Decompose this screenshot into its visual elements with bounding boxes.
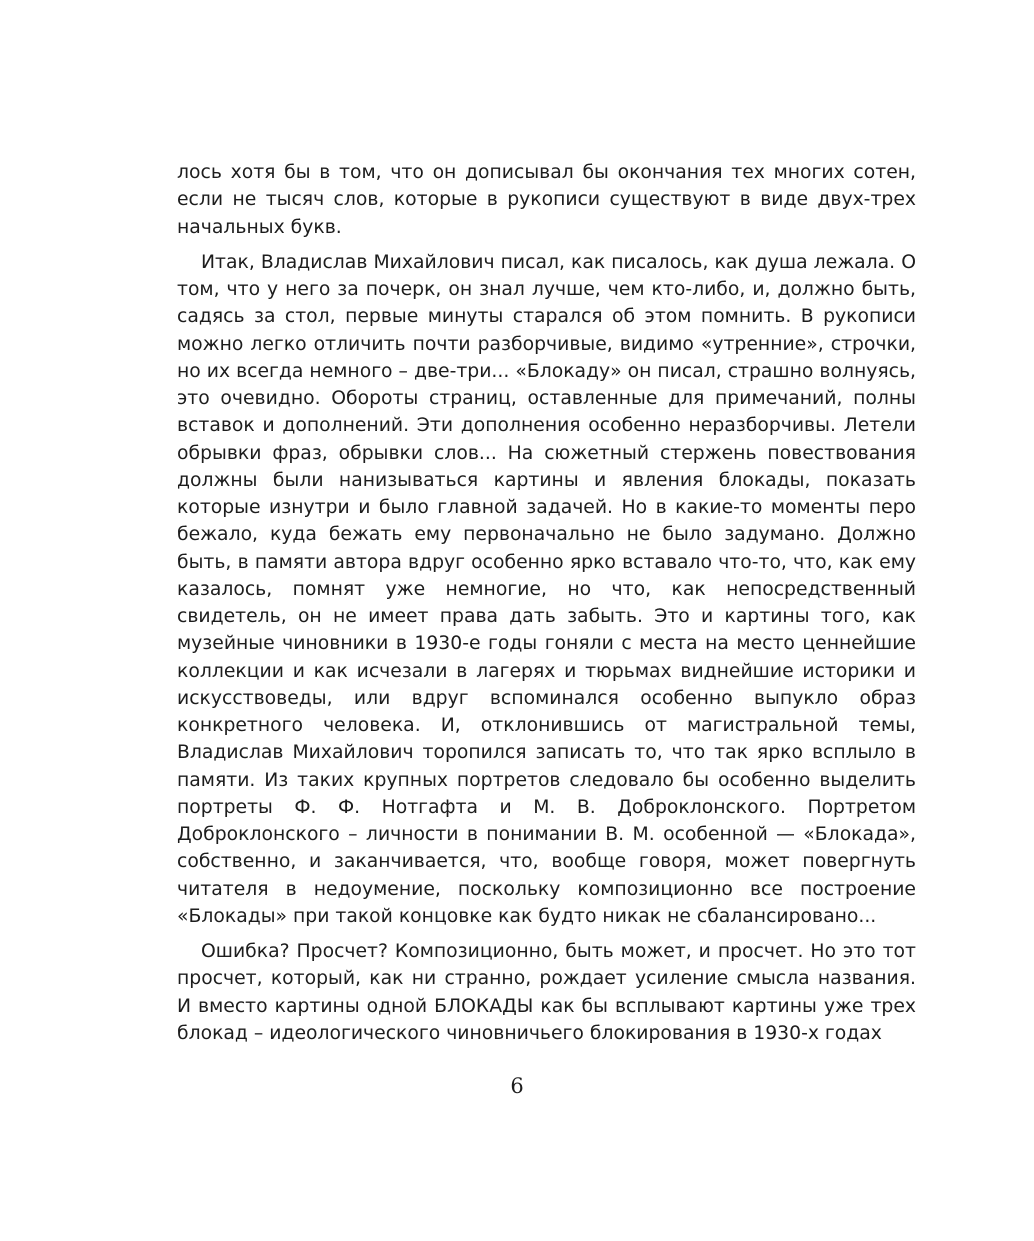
paragraph-blockades: Ошибка? Просчет? Композиционно, быть может, и просчет. Но это тот просчет, который, как ни странно, рождает усиление смысла названия. И вместо картины одной БЛОКАДЫ как бы всплывают картины уже трех блокад – идеологического чиновничьего блокирования в 1930-х годах [177,941,916,1044]
paragraph-manuscript: Итак, Владислав Михайлович писал, как писалось, как душа лежала. О том, что у него за почерк, он знал лучше, чем кто-либо, и, должно быть, садясь за стол, первые минуты старался об этом помнить. В рукописи можно легко отличить почти разборчивые, видимо «утренние», строчки, но их всегда немного – две-три... «Блокаду» он писал, страшно волнуясь, это очевидно. Обороты страниц, оставленные для примечаний, полны вставок и дополнений. Эти дополнения особенно неразборчивы. Летели обрывки фраз, обрывки слов... На сюжетный стержень повествования должны были нанизываться картины и явления блокады, показать которые изнутри и было главной задачей. Но в какие-то моменты перо бежало, куда бежать ему первоначально не было задумано. Должно быть, в памяти автора вдруг особенно ярко вставало что-то, что, как ему казалось, помнят уже немногие, но что, как непосредственный свидетель, он не имеет права дать забыть. Это и картины того, как музейные чиновники в 1930-е годы гоняли с места на место ценнейшие коллекции и как исчезали в лагерях и тюрьмах виднейшие историки и искусствоведы, или вдруг вспоминался особенно выпукло образ конкретного человека. И, отклонившись от магистральной темы, Владислав Михайлович торопился записать то, что так ярко всплыло в памяти. Из таких крупных портретов следовало бы особенно выделить портреты Ф. Ф. Нотгафта и М. В. Доброклонского. Портретом Доброклонского – личности в понимании В. М. особенной — «Блокада», собственно, и заканчивается, что, вообще говоря, может повергнуть читателя в недоумение, поскольку композиционно все построение «Блокады» при такой концовке как будто никак не сбалансировано... [177,251,916,927]
body-text [177,159,916,1047]
page-number: 6 [510,1074,524,1098]
paragraph-continuation: лось хотя бы в том, что он дописывал бы окончания тех многих сотен, если не тысяч слов, которые в рукописи существуют в виде двух-трех начальных букв. [177,162,916,238]
